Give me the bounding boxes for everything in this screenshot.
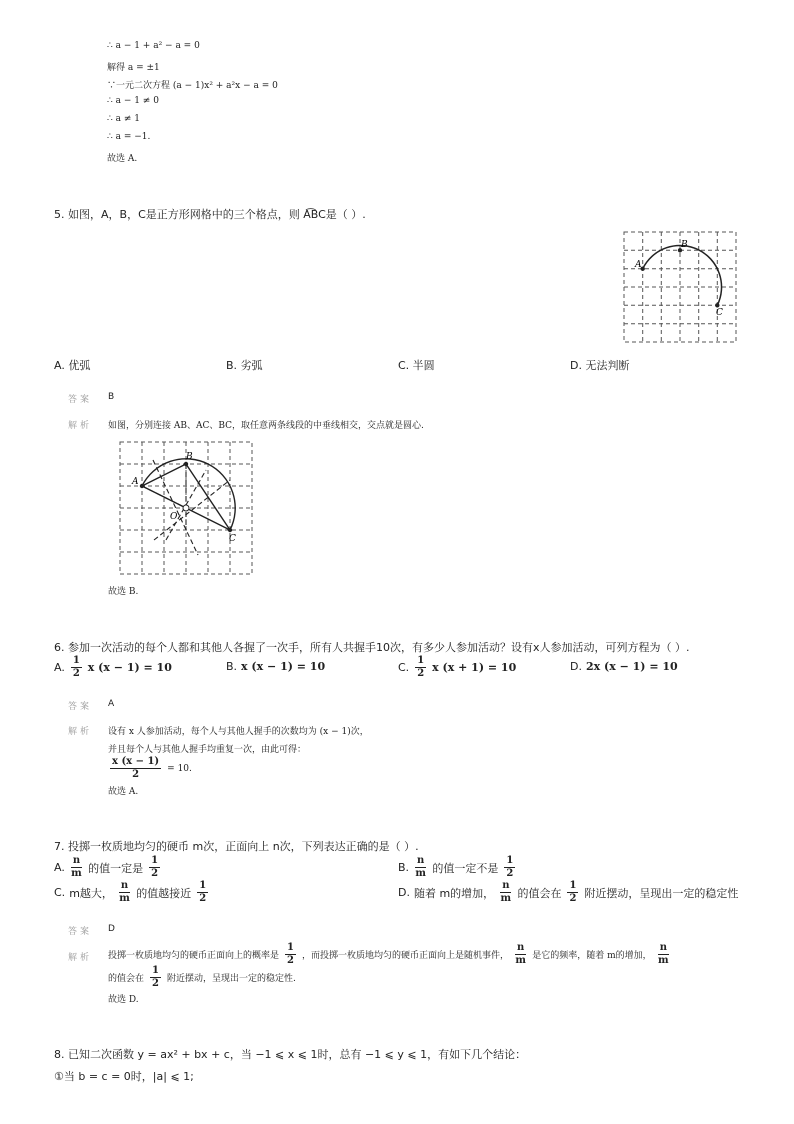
analysis-label: 解析 — [68, 953, 93, 963]
q6-option-a[interactable] — [54, 656, 172, 679]
fraction: $\frac{n}{m}$ — [500, 880, 512, 904]
option-expr: x (x + 1) = 10 — [432, 661, 517, 674]
q5-solution-figure — [118, 440, 254, 578]
label-o: O — [170, 512, 178, 522]
point-c — [228, 528, 232, 532]
option-label: A. — [54, 661, 65, 674]
option-label: C. — [54, 886, 66, 899]
q8-item-1: ①当 b = c = 0时，|a| ⩽ 1; — [54, 1070, 194, 1083]
label-c: C — [716, 308, 723, 318]
q6-option-d[interactable] — [570, 660, 678, 673]
option-label: D. — [398, 886, 410, 899]
q6-stem: 6. 参加一次活动的每个人都和其他人各握了一次手，所有人共握手10次，有多少人参加活动？设有x人参加活动，可列方程为（ ）. — [54, 641, 690, 654]
q5-answer: B — [108, 392, 115, 402]
point-c — [715, 303, 719, 307]
q5-option-d[interactable]: D. 无法判断 — [570, 359, 630, 372]
solution-line: ∴ a − 1 ≠ 0 — [107, 96, 159, 106]
answer-label: 答案 — [68, 927, 93, 937]
solution-line: ∴ a − 1 + a² − a = 0 — [107, 41, 200, 51]
analysis-label: 解析 — [68, 727, 93, 737]
label-b: B — [681, 240, 688, 250]
fraction: $\frac{n}{m}$ — [515, 942, 526, 966]
q7-option-c[interactable]: C. m越大， $\frac{n}{m}$ 的值越接近 $\frac{1}{2}$ — [54, 880, 207, 904]
label-c: C — [229, 534, 236, 544]
arc-abc — [142, 459, 235, 530]
answer-label: 答案 — [68, 702, 93, 712]
q6-equation: $\frac{x (x - 1)}{2}$ = 10. — [112, 756, 192, 780]
q6-option-c[interactable] — [398, 656, 516, 679]
point-b — [184, 462, 188, 466]
q5-conclusion: 故选 B. — [108, 587, 139, 597]
answer-label: 答案 — [68, 395, 93, 405]
q7-analysis-line2: 的值会在 $\frac{1}{2}$ 附近摆动，呈现出一定的稳定性. — [108, 965, 296, 989]
q5-option-a[interactable]: A. 优弧 — [54, 359, 91, 372]
solution-line: ∴ a = −1. — [107, 132, 151, 142]
q6-option-b[interactable] — [226, 660, 325, 673]
fraction: $\frac{1}{2}$ — [72, 655, 80, 679]
q6-analysis-line2: 并且每个人与其他人握手均重复一次，由此可得： — [108, 745, 307, 755]
solution-line: 故选 A. — [107, 154, 138, 164]
fraction: $\frac{1}{2}$ — [151, 855, 159, 879]
q7-answer: D — [108, 924, 115, 934]
perp-bisector-bc — [154, 480, 230, 540]
option-expr: x (x − 1) = 10 — [241, 660, 326, 673]
solution-line: 解得 a = ±1 — [107, 63, 160, 73]
q7-conclusion: 故选 D. — [108, 995, 139, 1005]
analysis-label: 解析 — [68, 421, 93, 431]
fraction: $\frac{1}{2}$ — [569, 880, 577, 904]
q8-stem: 8. 已知二次函数 y = ax² + bx + c，当 −1 ⩽ x ⩽ 1时，总有 −1 ⩽ y ⩽ 1，有如下几个结论： — [54, 1048, 527, 1061]
arc-abc — [643, 245, 722, 305]
q7-option-a[interactable]: A. $\frac{n}{m}$ 的值一定是 $\frac{1}{2}$ — [54, 855, 159, 879]
option-label: C. — [398, 661, 410, 674]
label-b: B — [186, 452, 193, 462]
q5-option-c[interactable]: C. 半圆 — [398, 359, 435, 372]
q7-option-b[interactable]: B. $\frac{n}{m}$ 的值一定不是 $\frac{1}{2}$ — [398, 855, 514, 879]
option-label: B. — [226, 660, 238, 673]
option-label: A. — [54, 861, 65, 874]
fraction: $\frac{1}{2}$ — [199, 880, 207, 904]
option-expr: 2x (x − 1) = 10 — [585, 660, 678, 673]
label-a: A — [132, 477, 139, 487]
q7-option-d[interactable]: D. 随着 m的增加， $\frac{n}{m}$ 的值会在 $\frac{1}{2}$ 附近摆动，呈现出一定的稳定性 — [398, 880, 739, 904]
fraction: $\frac{x (x - 1)}{2}$ — [112, 756, 160, 780]
fraction: $\frac{n}{m}$ — [658, 942, 669, 966]
fraction: $\frac{n}{m}$ — [415, 855, 426, 879]
q5-grid-figure — [622, 230, 738, 346]
q5-option-b[interactable]: B. 劣弧 — [226, 359, 263, 372]
q7-stem: 7. 投掷一枚质地均匀的硬币 m次，正面向上 n次，下列表达正确的是（ ）. — [54, 840, 419, 853]
q6-conclusion: 故选 A. — [108, 787, 139, 797]
solution-line: ∴ a ≠ 1 — [107, 114, 140, 124]
solution-line: ∵一元二次方程 (a − 1)x² + a²x − a = 0 — [107, 81, 278, 91]
q5-analysis: 如图，分别连接 AB、AC、BC，取任意两条线段的中垂线相交，交点就是圆心. — [108, 421, 424, 431]
center-o — [183, 505, 189, 511]
q6-answer: A — [108, 699, 115, 709]
point-a — [140, 484, 144, 488]
fraction: $\frac{1}{2}$ — [506, 855, 514, 879]
label-a: A — [635, 260, 642, 270]
q6-analysis-line1: 设有 x 人参加活动，每个人与其他人握手的次数均为 (x − 1)次， — [108, 727, 369, 737]
option-label: B. — [398, 861, 410, 874]
option-expr: x (x − 1) = 10 — [87, 661, 172, 674]
fraction: $\frac{1}{2}$ — [287, 942, 294, 966]
q7-analysis-line1: 投掷一枚质地均匀的硬币正面向上的概率是 $\frac{1}{2}$ ，而投掷一枚质地均匀的硬币正面向上是随机事件， $\frac{n}{m}$ 是它的频率，随着 m的增加， $\frac{n}{m}$ — [108, 942, 669, 966]
fraction: $\frac{n}{m}$ — [119, 880, 130, 904]
fraction: $\frac{1}{2}$ — [152, 965, 159, 989]
q5-stem: 5. 如图，A，B，C是正方形网格中的三个格点，则 A͡BC是（ ）. — [54, 208, 366, 221]
fraction: $\frac{1}{2}$ — [417, 655, 425, 679]
fraction: $\frac{n}{m}$ — [71, 855, 82, 879]
option-label: D. — [570, 660, 582, 673]
